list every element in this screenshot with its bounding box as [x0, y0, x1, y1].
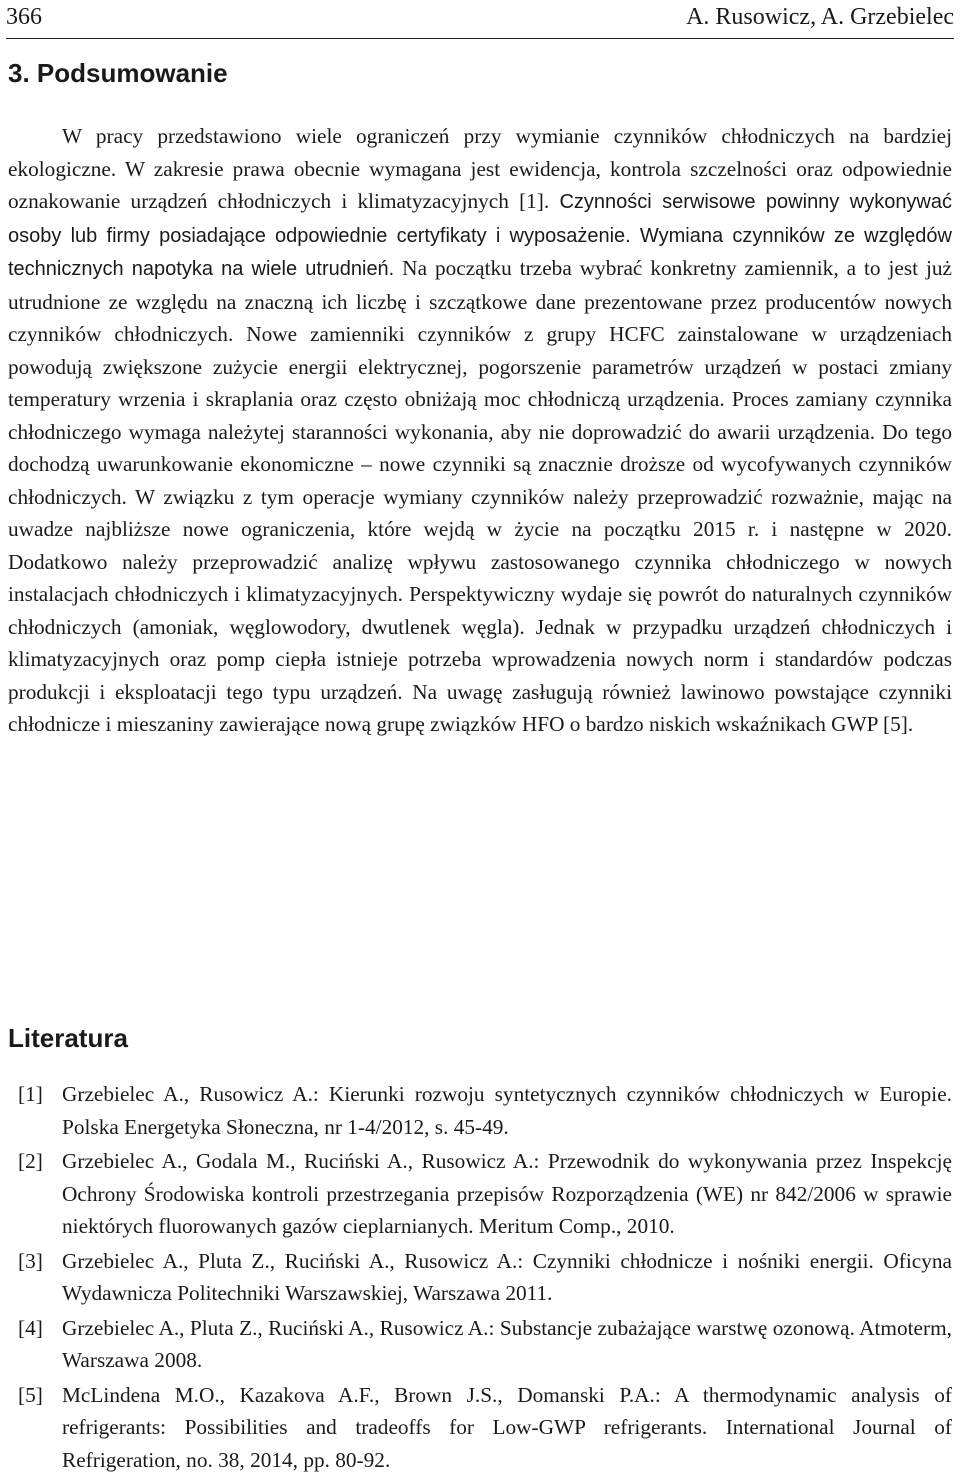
reference-item [8, 1379, 952, 1477]
reference-number: [2] [18, 1149, 43, 1173]
reference-number: [4] [18, 1315, 43, 1340]
reference-text: McLindena M.O., Kazakova A.F., Brown J.S., Domanski P.A.: A thermodynamic analysis of refrigerants: Possibilities and tradeoffs for Low-GWP refrigerants. International Journal of Refrigeration, no. 38, 2014, pp. 80-92. [62, 1382, 952, 1472]
section-title: 3. Podsumowanie [8, 58, 228, 88]
reference-text: Grzebielec A., Pluta Z., Ruciński A., Rusowicz A.: Czynniki chłodnicze i nośniki energii. Oficyna Wydawnicza Politechniki Warszawskiej, Warszawa 2011. [62, 1248, 952, 1305]
reference-number: [3] [18, 1248, 43, 1273]
reference-number: [1] [18, 1082, 43, 1106]
body-text-part-3: Na początku trzeba wybrać konkretny zamiennik, a to jest już utrudnione ze względu na znaczną ich liczbę i szczątkowe dane prezentowane przez producentów nowych czynników chłodniczych. Nowe zamienniki czynników z grupy HCFC zainstalowane w urządzeniach powodują zwiększone zużycie energii elektrycznej, pogorszenie parametrów urządzeń w postaci zmiany temperatury wrzenia i skraplania oraz często obniżają moc chłodniczą urządzenia. Proces zamiany czynnika chłodniczego wymaga należytej staranności wykonania, aby nie doprowadzić do awarii urządzenia. Do tego dochodzą uwarunkowanie ekonomiczne – nowe czynniki są znacznie droższe od wycofywanych czynników chłodniczych. W związku z tym operacje wymiany czynników należy przeprowadzić rozważnie, mając na uwadze najbliższe nowe ograniczenia, które wejdą w życie na początku 2015 r. i następne w 2020. Dodatkowo należy przeprowadzić analizę wpływu zastosowanego czynnika chłodniczego w nowych instalacjach chłodniczych i klimatyzacyjnych. Perspektywiczny wydaje się powrót do naturalnych czynników chłodniczych (amoniak, węglowodory, dwutlenek węgla). Jednak w przypadku urządzeń chłodniczych i klimatyzacyjnych oraz pomp ciepła istnieje potrzeba wprowadzenia nowych norm i standardów podczas produkcji i eksploatacji tego typu urządzeń. Na uwagę zasługują również lawinowo powstające czynniki chłodnicze i mieszaniny zawierające nową grupę związków HFO o bardzo niskich wskaźnikach GWP [5]. [8, 256, 952, 736]
references-title: Literatura [8, 1023, 128, 1053]
reference-number: [5] [18, 1382, 43, 1407]
body-text-part-2: Czynności serwisowe powinny wykonywać osoby lub firmy posiadające odpowiednie certyfikaty i wyposażenie. Wymiana czynników ze względów technicznych napotyka na wiele utrudnień. [8, 191, 953, 280]
reference-item [8, 1245, 952, 1310]
reference-text: Grzebielec A., Pluta Z., Ruciński A., Rusowicz A.: Substancje zubażające warstwę ozonową. Atmoterm, Warszawa 2008. [62, 1315, 952, 1372]
reference-list [8, 1078, 952, 1478]
section-body [8, 120, 952, 741]
reference-item [8, 1145, 952, 1243]
running-title: A. Rusowicz, A. Grzebielec [686, 4, 954, 30]
page-number: 366 [6, 4, 42, 30]
reference-text: Grzebielec A., Godala M., Ruciński A., Rusowicz A.: Przewodnik do wykonywania przez Inspekcję Ochrony Środowiska kontroli przestrzegania przepisów Rozporządzenia (WE) nr 842/2006 w sprawie niektórych fluorowanych gazów cieplarnianych. Meritum Comp., 2010. [62, 1149, 952, 1238]
body-text-part-1: W pracy przedstawiono wiele ograniczeń przy wymianie czynników chłodniczych na bardziej ekologiczne. W zakresie prawa obecnie wymagana jest ewidencja, kontrola szczelności oraz odpowiednie oznakowanie urządzeń chłodniczych i klimatyzacyjnych [1]. [8, 124, 952, 213]
reference-text: Grzebielec A., Rusowicz A.: Kierunki rozwoju syntetycznych czynników chłodniczych w Europie. Polska Energetyka Słoneczna, nr 1-4/2012, s. 45-49. [62, 1082, 952, 1139]
reference-item [8, 1312, 952, 1377]
reference-item [8, 1078, 952, 1143]
page-header [6, 0, 954, 39]
